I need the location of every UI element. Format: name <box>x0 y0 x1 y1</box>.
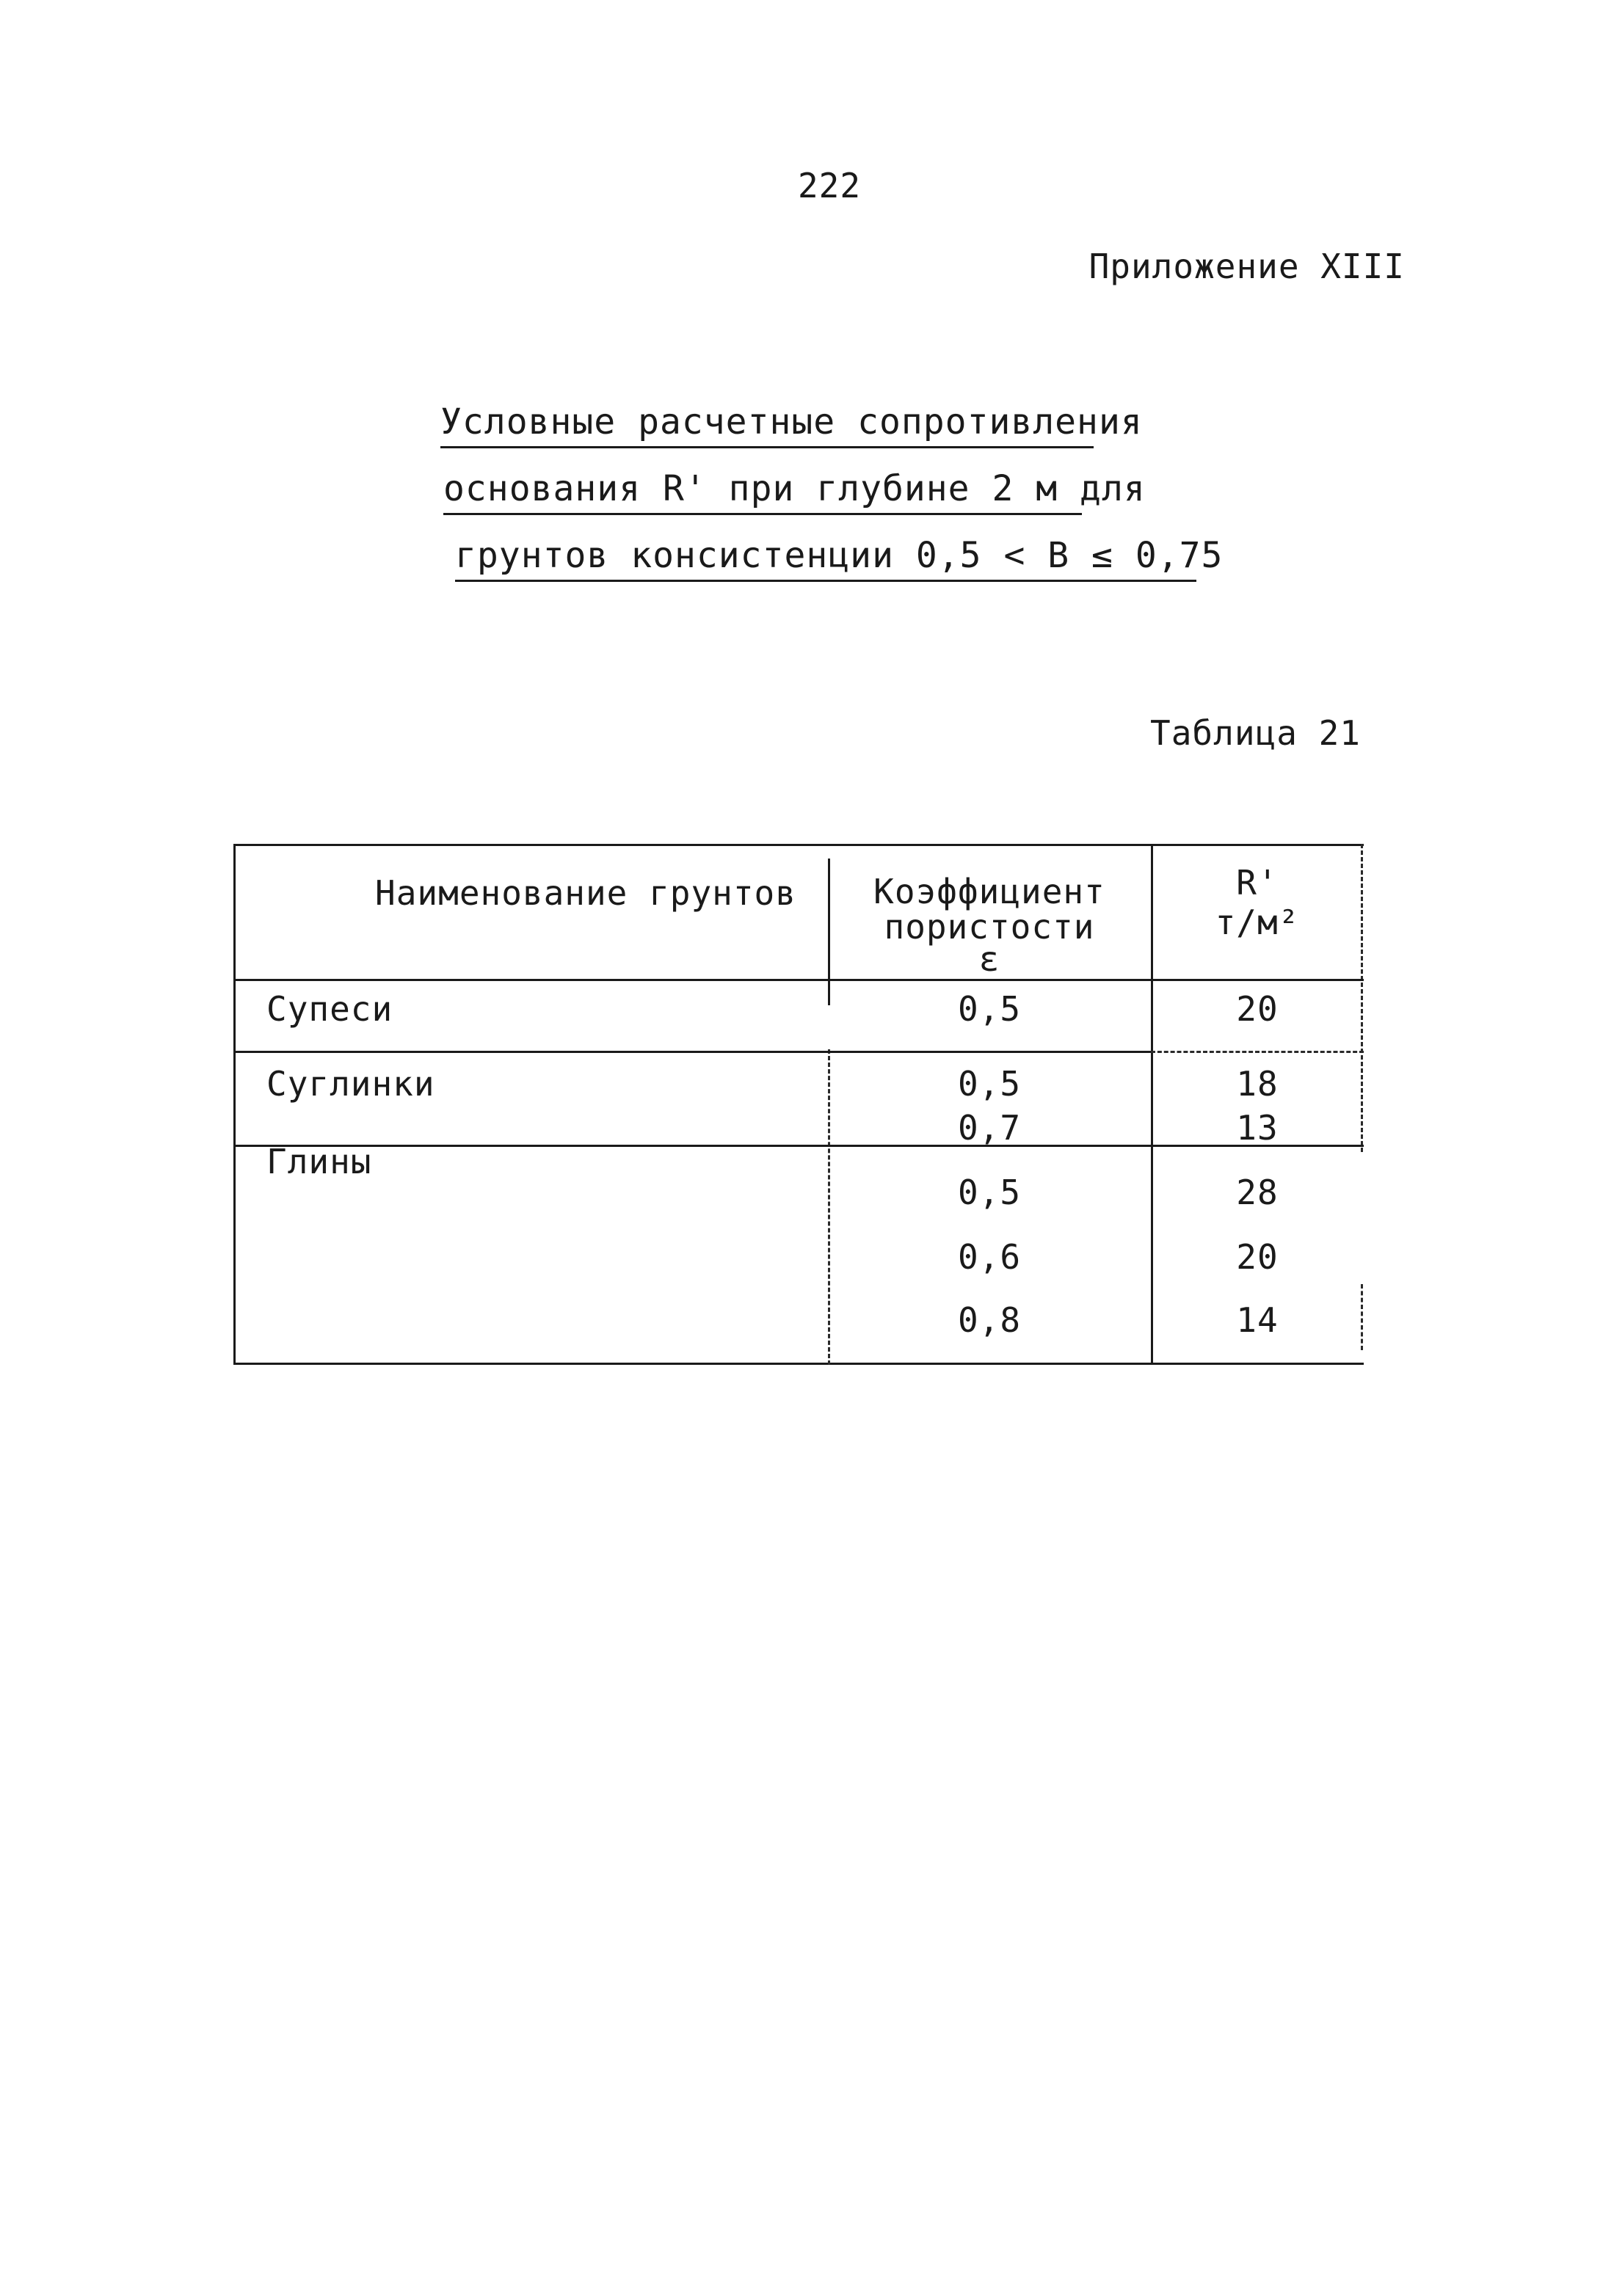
page-number: 222 <box>797 166 862 205</box>
table-label: Таблица 21 <box>1150 713 1361 753</box>
header-separator <box>233 979 1364 981</box>
row-5-porosity: 0,6 <box>957 1237 1022 1277</box>
row-2-resistance: 18 <box>1236 1064 1279 1104</box>
row-1-porosity: 0,5 <box>957 989 1022 1029</box>
row-4-resistance: 28 <box>1236 1173 1279 1212</box>
table-top-border <box>233 844 1364 846</box>
header-porosity-line1: Коэффициент <box>873 872 1105 911</box>
header-resistance-symbol: R' <box>1236 863 1279 903</box>
title-line-1: Условные расчетные сопротивления <box>440 402 1094 448</box>
row-1-resistance: 20 <box>1236 989 1279 1029</box>
header-porosity-symbol: ε <box>978 939 1000 979</box>
row-6-resistance: 14 <box>1236 1300 1279 1340</box>
appendix-label: Приложение XIII <box>1088 247 1405 286</box>
document-title <box>440 401 1224 602</box>
row-1-soil: Супеси <box>266 989 393 1029</box>
row-separator-1 <box>233 1051 1151 1053</box>
table-bottom-border <box>233 1363 1364 1365</box>
row-2-soil: Суглинки <box>266 1064 435 1104</box>
row-4-porosity: 0,5 <box>957 1173 1022 1212</box>
row-3-porosity: 0,7 <box>957 1108 1022 1148</box>
title-line-2: основания R' при глубине 2 м для <box>443 469 1082 515</box>
header-porosity-line2: пористости <box>884 907 1095 947</box>
row-6-porosity: 0,8 <box>957 1300 1022 1340</box>
header-resistance-unit: т/м² <box>1215 903 1300 942</box>
header-soil-name: Наименование грунтов <box>375 873 796 913</box>
row-5-resistance: 20 <box>1236 1237 1279 1277</box>
row-4-soil: Глины <box>266 1142 372 1181</box>
title-line-3: грунтов консистенции 0,5 < B ≤ 0,75 <box>455 536 1196 582</box>
row-separator-1-right <box>1151 1051 1364 1053</box>
row-3-resistance: 13 <box>1236 1108 1279 1148</box>
row-2-porosity: 0,5 <box>957 1064 1022 1104</box>
soil-resistance-table <box>233 844 1364 1365</box>
table-left-border <box>233 844 236 1365</box>
